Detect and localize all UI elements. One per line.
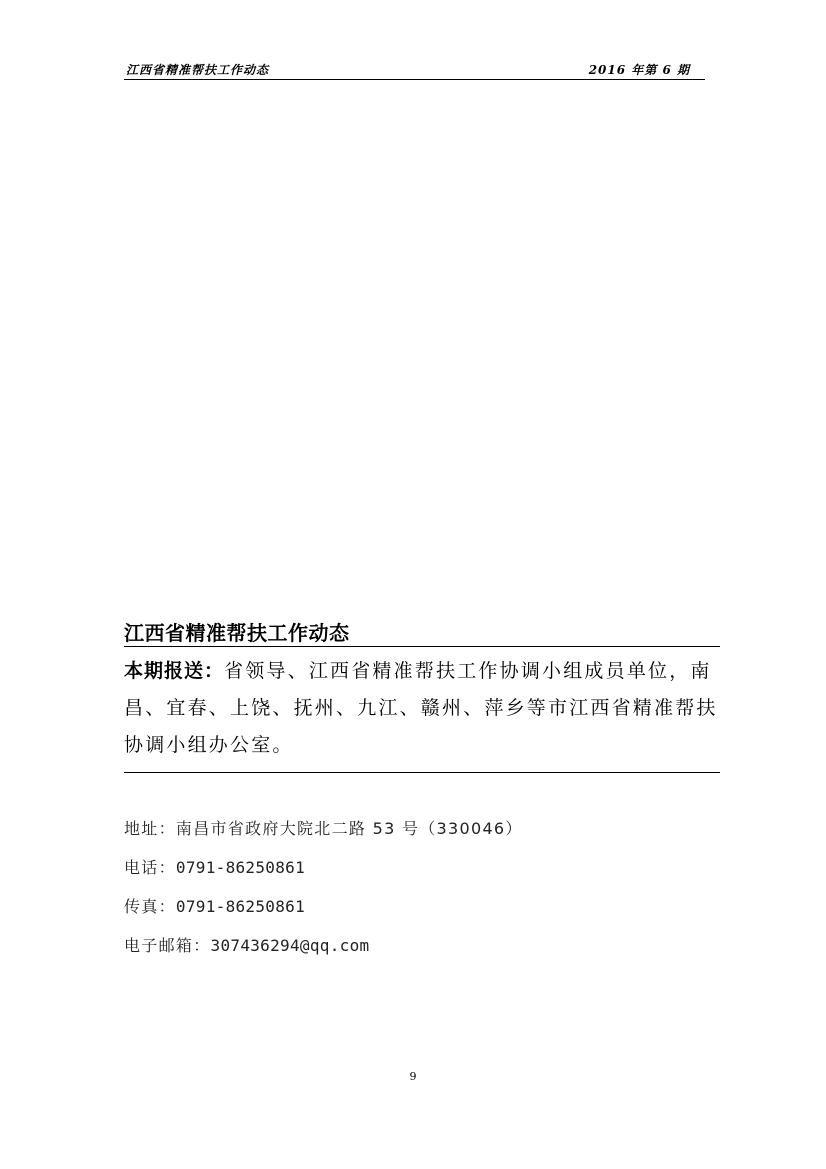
header-divider — [124, 79, 705, 80]
publication-name: 江西省精准帮扶工作动态 — [126, 63, 270, 77]
distribution-label: 本期报送： — [124, 660, 225, 682]
distribution-title: 江西省精准帮扶工作动态 — [124, 621, 350, 645]
phone-value: 0791-86250861 — [175, 858, 306, 877]
fax-label: 传真： — [124, 897, 176, 916]
email-value: 307436294@qq.com — [210, 936, 370, 955]
distribution-bottom-divider — [124, 772, 720, 773]
distribution-recipients: 省领导、江西省精准帮扶工作协调小组成员单位，南昌、宜春、上饶、抚州、九江、赣州、萍乡等市江西省精准帮扶协调小组办公室。 — [124, 660, 718, 756]
distribution-top-divider — [124, 646, 720, 647]
fax-value: 0791-86250861 — [175, 897, 306, 916]
email-line — [124, 933, 369, 956]
fax-line — [124, 894, 305, 917]
address-label: 地址： — [124, 819, 176, 838]
address-value: 南昌市省政府大院北二路 53 号（330046） — [175, 819, 523, 838]
phone-line — [124, 855, 305, 878]
distribution-block — [124, 653, 720, 764]
issue-number: 2016 年第 6 期 — [588, 63, 690, 77]
running-header — [124, 59, 704, 79]
address-line — [124, 816, 523, 839]
email-label: 电子邮箱： — [124, 936, 211, 955]
page-number: 9 — [409, 1070, 417, 1083]
phone-label: 电话： — [124, 858, 176, 877]
